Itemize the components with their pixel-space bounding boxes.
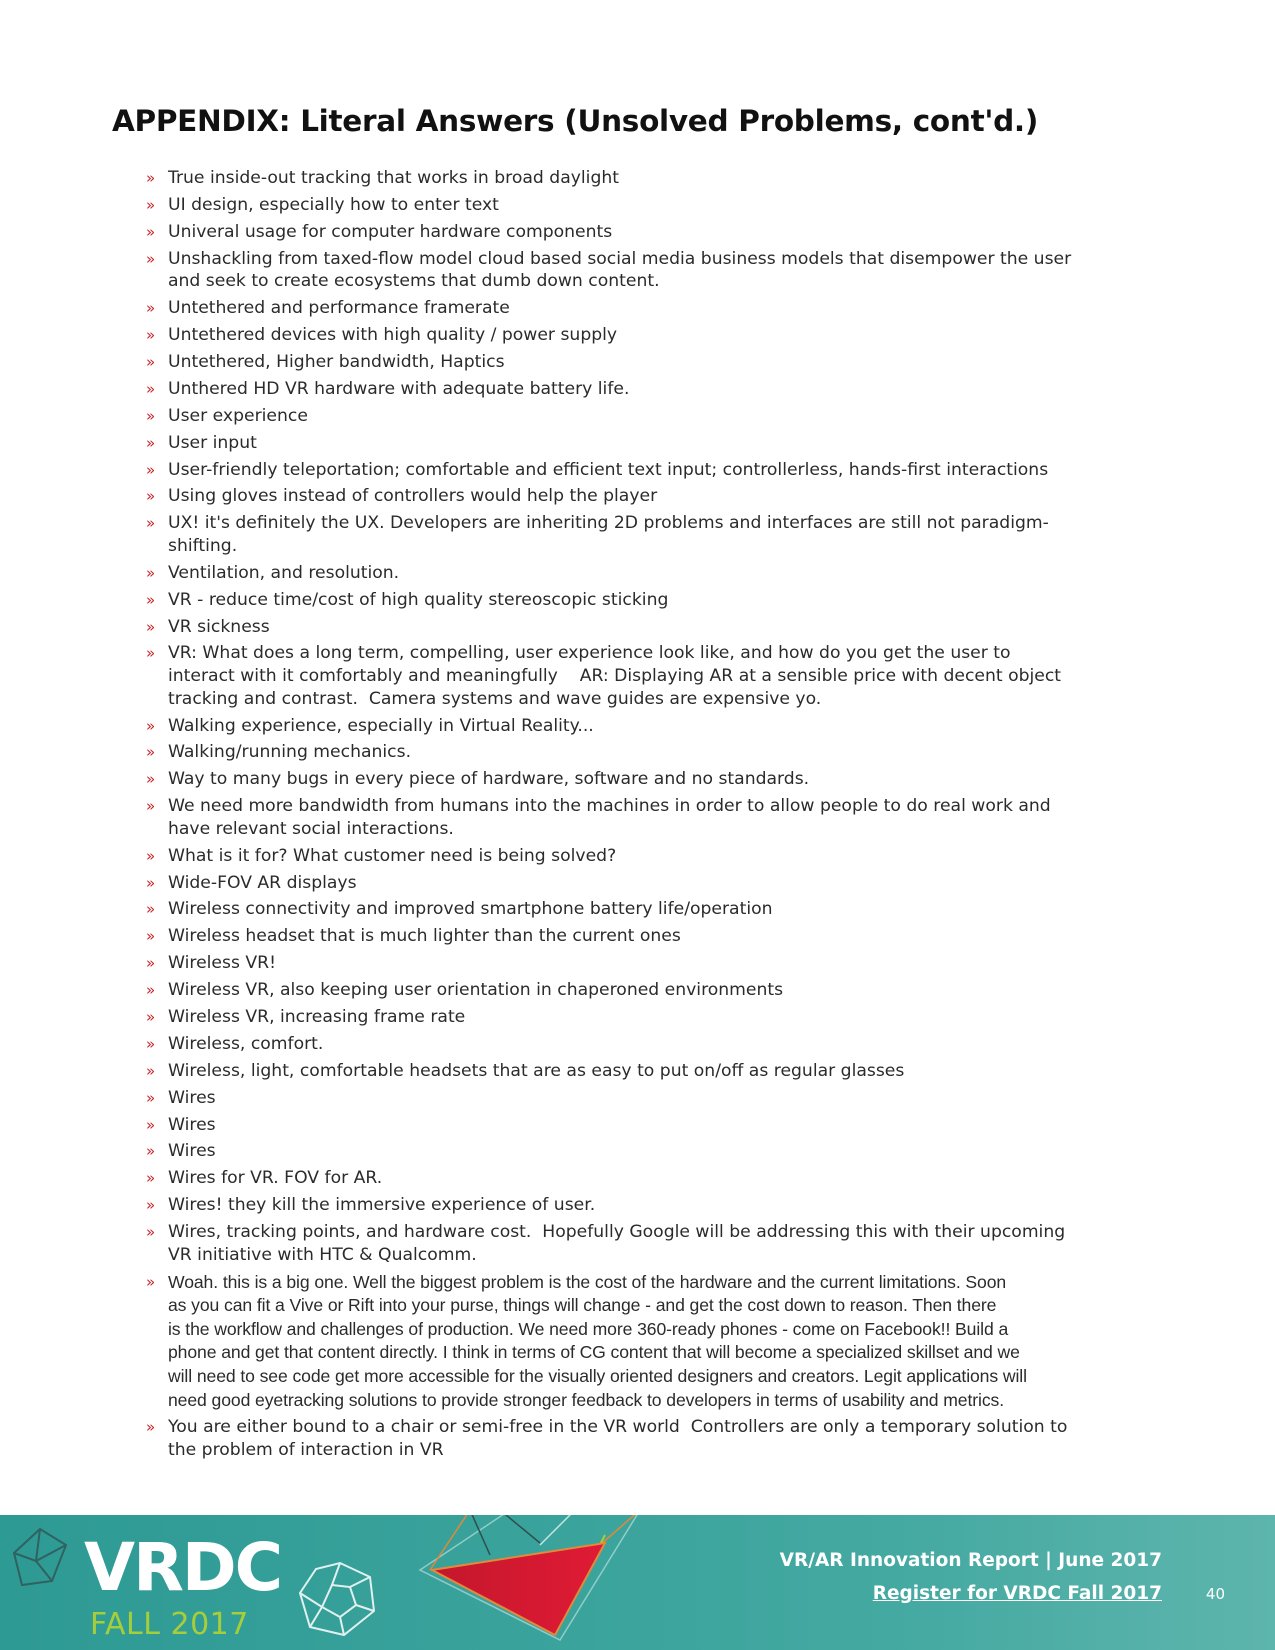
bullet-icon: »	[146, 981, 156, 1000]
answer-text: Wires! they kill the immersive experience of user.	[168, 1195, 596, 1216]
bullet-icon: »	[146, 514, 156, 533]
list-item	[140, 432, 1170, 455]
list-item	[140, 898, 1170, 921]
bullet-icon: »	[146, 873, 156, 892]
bullet-icon: »	[146, 352, 156, 371]
answer-text: Woah. this is a big one. Well the biggest problem is the cost of the hardware and the current limitations. Soon as you can fit a Vive or Rift into your purse, things will change - and get the cost down to reason. Then there is the workflow and challenges of production. We need more 360-ready phones - come on Facebook!! Build a phone and get that content directly. I think in terms of CG content that will become a specialized skillset and we will need to see code get more accessible for the visually oriented designers and creators. Legit applications will need good eyetracking solutions to provide stronger feedback to developers in terms of usability and metrics.	[168, 1271, 1027, 1410]
bullet-icon: »	[146, 927, 156, 946]
answer-text: We need more bandwidth from humans into the machines in order to allow people to do real work and have relevant social interactions.	[168, 796, 1051, 839]
bullet-icon: »	[146, 770, 156, 789]
register-link[interactable]: Register for VRDC Fall 2017	[872, 1583, 1162, 1604]
bullet-icon: »	[146, 644, 156, 663]
bullet-icon: »	[146, 1008, 156, 1027]
list-item	[140, 768, 1170, 791]
wireframe-cube-icon	[14, 1529, 66, 1585]
list-item	[140, 378, 1170, 401]
bullet-icon: »	[146, 1088, 156, 1107]
bullet-icon: »	[146, 1223, 156, 1242]
answer-text: Wires	[168, 1141, 216, 1162]
list-item	[140, 1221, 1170, 1266]
list-item	[140, 351, 1170, 374]
bullet-icon: »	[146, 797, 156, 816]
list-item	[140, 459, 1170, 482]
list-item	[140, 1033, 1170, 1056]
answer-text: UI design, especially how to enter text	[168, 194, 499, 215]
list-item	[140, 979, 1170, 1002]
list-item	[140, 1194, 1170, 1217]
answer-text: VR: What does a long term, compelling, user experience look like, and how do you get the user to interact with it comfortably and meaningfully AR: Displaying AR at a sensible price with decent object tracking and contrast. Camera systems and wave guides are expensive yo.	[168, 643, 1062, 709]
list-item	[140, 795, 1170, 840]
answer-text: Untethered, Higher bandwidth, Haptics	[168, 351, 505, 372]
bullet-icon: »	[146, 1061, 156, 1080]
list-item	[140, 194, 1170, 217]
page-title: APPENDIX: Literal Answers (Unsolved Problems, cont'd.)	[112, 104, 1039, 138]
list-item	[140, 485, 1170, 508]
answer-text: User input	[168, 432, 257, 453]
answer-text: Untethered devices with high quality / power supply	[168, 325, 618, 346]
list-item	[140, 167, 1170, 190]
bullet-icon: »	[146, 1196, 156, 1215]
bullet-icon: »	[146, 954, 156, 973]
answer-text: Wireless VR, increasing frame rate	[168, 1007, 466, 1028]
bullet-icon: »	[146, 169, 156, 187]
bullet-icon: »	[146, 379, 156, 398]
bullet-icon: »	[146, 195, 156, 214]
list-item	[140, 512, 1170, 557]
answer-text: Wires	[168, 1114, 216, 1135]
bullet-icon: »	[146, 716, 156, 735]
list-item	[140, 741, 1170, 764]
bullet-icon: »	[146, 617, 156, 636]
bullet-icon: »	[146, 433, 156, 452]
bullet-icon: »	[146, 1418, 156, 1437]
list-item	[140, 1140, 1170, 1163]
answer-text: User-friendly teleportation; comfortable and efficient text input; controllerless, hands-first interactions	[168, 459, 1049, 480]
vrdc-logo: VRDC	[84, 1529, 282, 1606]
list-item	[140, 1167, 1170, 1190]
list-item	[140, 589, 1170, 612]
list-item	[140, 562, 1170, 585]
footer-banner	[0, 1515, 1275, 1650]
bullet-icon: »	[146, 1272, 156, 1291]
answer-text: What is it for? What customer need is being solved?	[168, 845, 617, 866]
list-item	[140, 1006, 1170, 1029]
bullet-icon: »	[146, 222, 156, 241]
answers-list	[140, 167, 1170, 1466]
answer-text: Wireless headset that is much lighter than the current ones	[168, 926, 681, 947]
list-item	[140, 324, 1170, 347]
bullet-icon: »	[146, 460, 156, 479]
answer-text: Unthered HD VR hardware with adequate battery life.	[168, 378, 630, 399]
answer-text: Univeral usage for computer hardware components	[168, 221, 613, 242]
answer-text: Way to many bugs in every piece of hardware, software and no standards.	[168, 769, 810, 790]
list-item	[140, 845, 1170, 868]
answer-text: User experience	[168, 405, 308, 426]
answer-text: UX! it's definitely the UX. Developers are inheriting 2D problems and interfaces are still not paradigm- shifting.	[168, 513, 1049, 556]
answer-text: Wireless connectivity and improved smartphone battery life/operation	[168, 899, 773, 920]
bullet-icon: »	[146, 900, 156, 919]
answer-text: Walking experience, especially in Virtual Reality...	[168, 715, 594, 736]
list-item	[140, 221, 1170, 244]
bullet-icon: »	[146, 846, 156, 865]
list-item	[140, 1060, 1170, 1083]
answer-text: True inside-out tracking that works in broad daylight	[168, 168, 620, 188]
answer-text: Wires, tracking points, and hardware cost. Hopefully Google will be addressing this with their upcoming VR initiative with HTC & Qualcomm.	[168, 1222, 1066, 1265]
list-item	[140, 297, 1170, 320]
list-item	[140, 952, 1170, 975]
answer-text: Wireless, light, comfortable headsets that are as easy to put on/off as regular glasses	[168, 1060, 905, 1081]
bullet-icon: »	[146, 487, 156, 506]
answer-text: Using gloves instead of controllers would help the player	[168, 486, 658, 507]
bullet-icon: »	[146, 249, 156, 268]
list-item	[140, 872, 1170, 895]
dodecahedron-icon	[300, 1563, 374, 1635]
answer-text: Untethered and performance framerate	[168, 298, 510, 319]
list-item	[140, 1087, 1170, 1110]
answer-text: VR sickness	[168, 616, 270, 637]
answer-text: Wires for VR. FOV for AR.	[168, 1168, 383, 1189]
bullet-icon: »	[146, 1034, 156, 1053]
answer-text: Wireless VR, also keeping user orientation in chaperoned environments	[168, 980, 784, 1001]
answer-text: Wireless VR!	[168, 953, 276, 974]
answer-text: Wireless, comfort.	[168, 1033, 324, 1054]
page-number: 40	[1205, 1585, 1225, 1603]
answer-text: Ventilation, and resolution.	[168, 562, 400, 583]
answer-text: Walking/running mechanics.	[168, 742, 412, 763]
bullet-icon: »	[146, 1115, 156, 1134]
answer-text: You are either bound to a chair or semi-free in the VR world Controllers are only a temporary solution to the problem of interaction in VR	[168, 1417, 1068, 1461]
list-item	[140, 1416, 1170, 1461]
bullet-icon: »	[146, 1142, 156, 1161]
bullet-icon: »	[146, 326, 156, 345]
list-item	[140, 405, 1170, 428]
list-item	[140, 642, 1170, 710]
bullet-icon: »	[146, 406, 156, 425]
list-item	[140, 248, 1170, 293]
report-title: VR/AR Innovation Report | June 2017	[779, 1550, 1162, 1571]
list-item	[140, 616, 1170, 639]
bullet-icon: »	[146, 563, 156, 582]
bullet-icon: »	[146, 1169, 156, 1188]
vrdc-logo-subtitle: FALL 2017	[90, 1607, 249, 1642]
bullet-icon: »	[146, 299, 156, 318]
answer-text: Wide-FOV AR displays	[168, 872, 357, 893]
list-item	[140, 715, 1170, 738]
bullet-icon: »	[146, 743, 156, 762]
answer-text: VR - reduce time/cost of high quality stereoscopic sticking	[168, 589, 669, 610]
list-item	[140, 925, 1170, 948]
list-item	[140, 1114, 1170, 1137]
list-item	[140, 1271, 1170, 1413]
answer-text: Unshackling from taxed-flow model cloud based social media business models that disempower the user and seek to create ecosystems that dumb down content.	[168, 248, 1072, 292]
answer-text: Wires	[168, 1087, 216, 1108]
bullet-icon: »	[146, 590, 156, 609]
